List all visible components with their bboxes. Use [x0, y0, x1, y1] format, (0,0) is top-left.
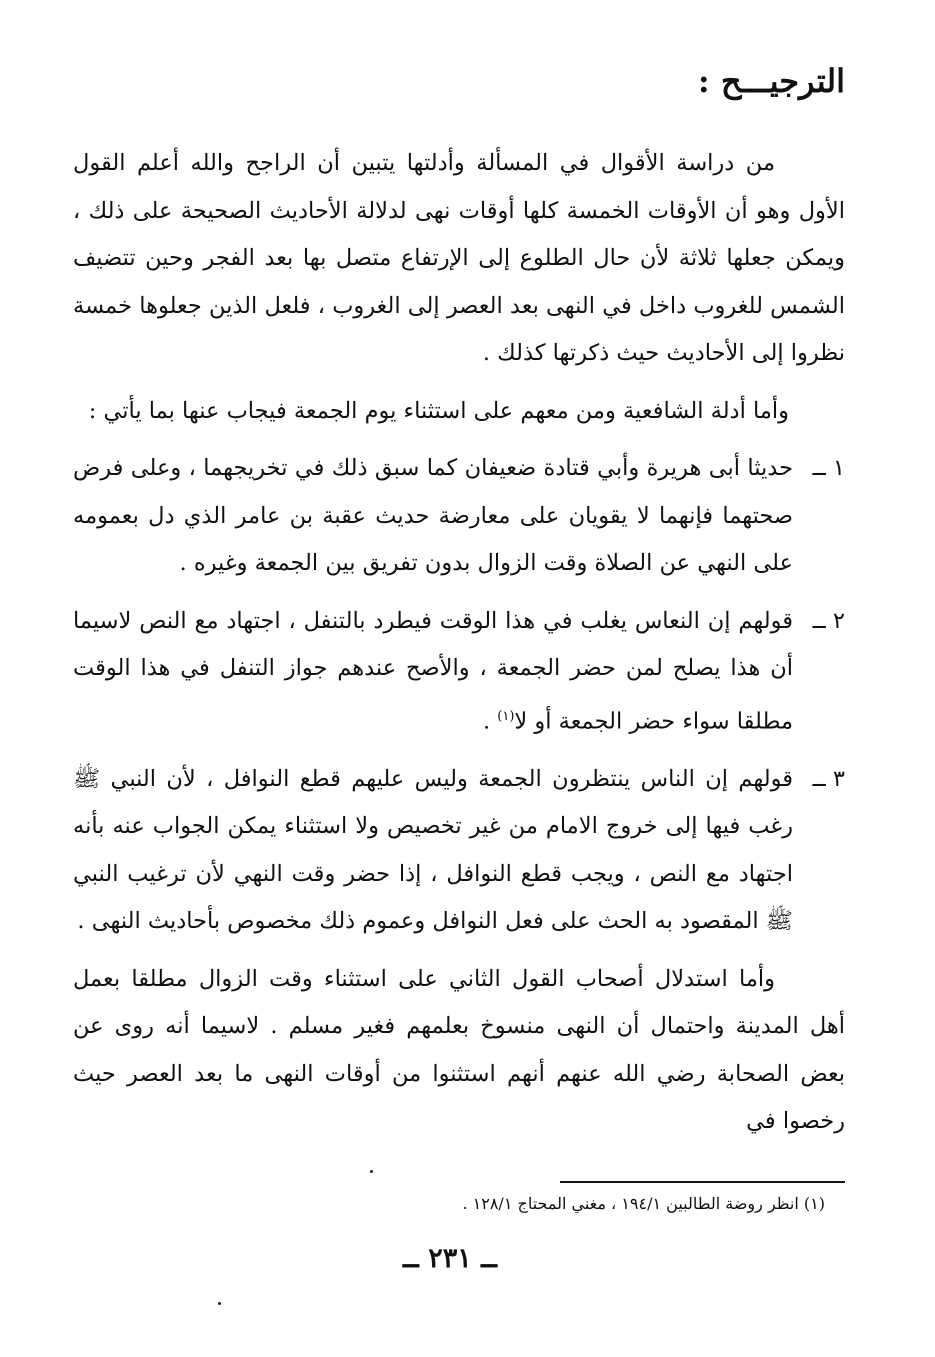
scan-speck — [370, 1170, 373, 1173]
list-item-text: قولهم إن النعاس يغلب في هذا الوقت فيطرد بالتنفل ، اجتهاد مع النص لاسيما أن هذا يصلح لمن حضر الجمعة ، والأصح عندهم جواز التنفل في هذا الوقت مطلقا سواء حضر الجمعة أو لا — [73, 607, 793, 734]
list-item-text: حديثا أبى هريرة وأبي قتادة ضعيفان كما سبق ذلك في تخريجهما ، وعلى فرض صحتهما فإنهما لا يقويان على معارضة حديث عقبة بن عامر الذي دل بعمومه على النهي عن الصلاة وقت الزوال بدون تفريق بين الجمعة وغيره . — [73, 455, 793, 576]
list-item-text-end: . — [482, 708, 498, 734]
list-item-number: ١ ــ — [812, 455, 845, 481]
list-item-text-wrapper — [73, 598, 793, 746]
list-item-2 — [73, 598, 845, 746]
list-item-text: قولهم إن الناس ينتظرون الجمعة وليس عليهم قطع النوافل ، لأن النبي ﷺ رغب فيها إلى خروج الامام من غير تخصيص ولا استثناء يمكن الجواب عنه بأنه اجتهاد مع النص ، ويجب قطع النوافل ، إذا حضر وقت النهي لأن ترغيب النبي ﷺ المقصود به الحث على فعل النوافل وعموم ذلك مخصوص بأحاديث النهى . — [73, 765, 793, 934]
paragraph-1: من دراسة الأقوال في المسألة وأدلتها يتبين أن الراجح والله أعلم القول الأول وهو أن الأوقات الخمسة كلها أوقات نهى لدلالة الأحاديث الصحيحة على ذلك ، ويمكن جعلها ثلاثة لأن حال الطلوع إلى الإرتفاع متصل بها بعد الفجر وحين تتضيف الشمس للغروب داخل في النهى بعد العصر إلى الغروب ، فلعل الذين جعلوها خمسة نظروا إلى الأحاديث حيث ذكرتها كذلك . — [73, 150, 845, 366]
section-heading: الترجيـــح : — [697, 62, 845, 100]
page-number: ــ ٢٣١ ــ — [403, 1243, 497, 1274]
list-item-1 — [73, 445, 845, 588]
list-item-number: ٢ ــ — [812, 607, 845, 634]
list-item-3 — [73, 756, 845, 946]
footnote-reference: (١) — [497, 708, 515, 724]
footnote-separator — [560, 1181, 845, 1183]
footnote: (١) انظر روضة الطالبين ١٩٤/١ ، مغني المحتاج ١٢٨/١ . — [462, 1194, 825, 1213]
paragraph-2: وأما استدلال أصحاب القول الثاني على استثناء وقت الزوال مطلقا بعمل أهل المدينة واحتمال أن النهى منسوخ بعلمهم فغير مسلم . لاسيما أنه روى عن بعض الصحابة رضي الله عنهم أنهم استثنوا من أوقات النهى ما بعد العصر حيث رخصوا في — [73, 965, 845, 1134]
main-text — [73, 140, 845, 1156]
shafii-evidence-intro: وأما أدلة الشافعية ومن معهم على استثناء يوم الجمعة فيجاب عنها بما يأتي : — [88, 397, 789, 424]
scan-speck — [218, 1302, 221, 1305]
list-item-number: ٣ ــ — [812, 765, 845, 792]
